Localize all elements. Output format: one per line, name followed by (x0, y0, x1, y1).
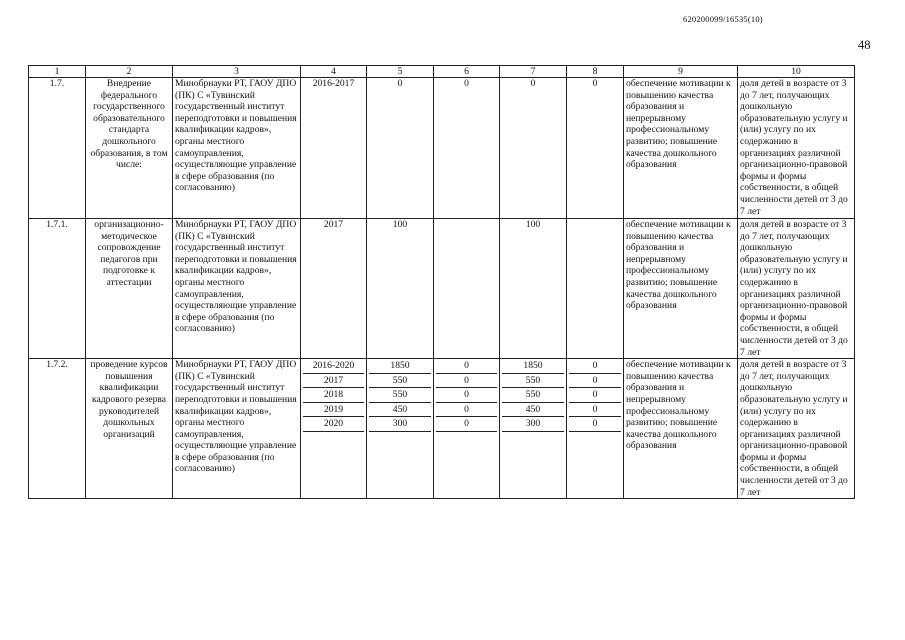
value-col6: 0 (436, 373, 497, 388)
value-col8: 0 (569, 416, 621, 431)
column-number-row (29, 66, 855, 78)
period: 2017 (301, 219, 367, 359)
value-col5: 550 (369, 387, 431, 402)
column-header: 6 (434, 66, 500, 78)
column-header: 1 (29, 66, 86, 78)
column-header: 5 (367, 66, 434, 78)
column-header: 10 (738, 66, 855, 78)
page-number: 48 (858, 38, 871, 52)
row-number: 1.7. (29, 78, 86, 219)
value-col8-list (567, 359, 624, 499)
period: 2017 (303, 373, 364, 388)
executor: Минобрнауки РТ, ГАОУ ДПО (ПК) С «Тувинский государственный институт переподготовки и повышения квалификации кадров», органы местного самоуправления, осуществляющие управление в сфере образования (по согласованию) (173, 359, 301, 499)
value-col6: 0 (436, 387, 497, 402)
expected-result: обеспечение мотивации к повышению качества образования и непрерывному профессиональному развитию; повышение качества дошкольного образования (624, 78, 738, 219)
value-col5-list (367, 359, 434, 499)
period: 2018 (303, 387, 364, 402)
expected-result: обеспечение мотивации к повышению качества образования и непрерывному профессиональному развитию; повышение качества дошкольного образования (624, 359, 738, 499)
value-col5: 450 (369, 402, 431, 417)
value-col5: 550 (369, 373, 431, 388)
value-col8: 0 (569, 373, 621, 388)
column-header: 2 (86, 66, 173, 78)
column-header: 4 (301, 66, 367, 78)
value-col7: 550 (502, 387, 564, 402)
executor: Минобрнауки РТ, ГАОУ ДПО (ПК) С «Тувинский государственный институт переподготовки и повышения квалификации кадров», органы местного самоуправления, осуществляющие управление в сфере образования (по согласованию) (173, 219, 301, 359)
value-col7: 450 (502, 402, 564, 417)
table-row (29, 78, 855, 219)
value-col5: 0 (367, 78, 434, 219)
value-col8: 0 (569, 387, 621, 402)
row-number: 1.7.1. (29, 219, 86, 359)
table-row (29, 359, 855, 499)
value-col5: 300 (369, 416, 431, 431)
period: 2016-2020 (312, 360, 355, 372)
value-col6: 0 (464, 360, 469, 372)
value-col7: 100 (500, 219, 567, 359)
value-col7-list (500, 359, 567, 499)
activity-name: проведение курсов повышения квалификации кадрового резерва руководителей дошкольных организаций (86, 359, 173, 499)
expected-result: обеспечение мотивации к повышению качества образования и непрерывному профессиональному развитию; повышение качества дошкольного образования (624, 219, 738, 359)
table-row (29, 219, 855, 359)
value-col6: 0 (434, 78, 500, 219)
value-col7: 0 (500, 78, 567, 219)
value-col6: 0 (436, 416, 497, 431)
value-col8 (567, 219, 624, 359)
program-table (28, 65, 855, 499)
column-header: 3 (173, 66, 301, 78)
row-number: 1.7.2. (29, 359, 86, 499)
period: 2020 (303, 416, 364, 431)
column-header: 9 (624, 66, 738, 78)
activity-name: организационно-методическое сопровождение педагогов при подготовке к аттестации (86, 219, 173, 359)
period: 2019 (303, 402, 364, 417)
value-col6: 0 (436, 402, 497, 417)
value-col5: 1850 (390, 360, 410, 372)
value-col8: 0 (592, 360, 598, 372)
period-list (301, 359, 367, 499)
target-indicator: доля детей в возрасте от 3 до 7 лет, получающих дошкольную образовательную услугу и (или) услугу по их содержанию в организациях различной организационно-правовой формы и формы собственности, в общей численности детей от 3 до 7 лет (738, 219, 855, 359)
value-col6 (434, 219, 500, 359)
document-id: 620200099/16535(10) (683, 14, 763, 24)
target-indicator: доля детей в возрасте от 3 до 7 лет, получающих дошкольную образовательную услугу и (или) услугу по их содержанию в организациях различной организационно-правовой формы и формы собственности, в общей численности детей от 3 до 7 лет (738, 78, 855, 219)
value-col5: 100 (367, 219, 434, 359)
activity-name: Внедрение федерального государственного образовательного стандарта дошкольного образования, в том числе: (86, 78, 173, 219)
value-col7: 1850 (523, 360, 543, 372)
value-col8: 0 (569, 402, 621, 417)
period: 2016-2017 (301, 78, 367, 219)
target-indicator: доля детей в возрасте от 3 до 7 лет, получающих дошкольную образовательную услугу и (или) услугу по их содержанию в организациях различной организационно-правовой формы и формы собственности, в общей численности детей от 3 до 7 лет (738, 359, 855, 499)
column-header: 8 (567, 66, 624, 78)
value-col8: 0 (567, 78, 624, 219)
value-col7: 300 (502, 416, 564, 431)
value-col7: 550 (502, 373, 564, 388)
executor: Минобрнауки РТ, ГАОУ ДПО (ПК) С «Тувинский государственный институт переподготовки и повышения квалификации кадров», органы местного самоуправления, осуществляющие управление в сфере образования (по согласованию) (173, 78, 301, 219)
column-header: 7 (500, 66, 567, 78)
value-col6-list (434, 359, 500, 499)
